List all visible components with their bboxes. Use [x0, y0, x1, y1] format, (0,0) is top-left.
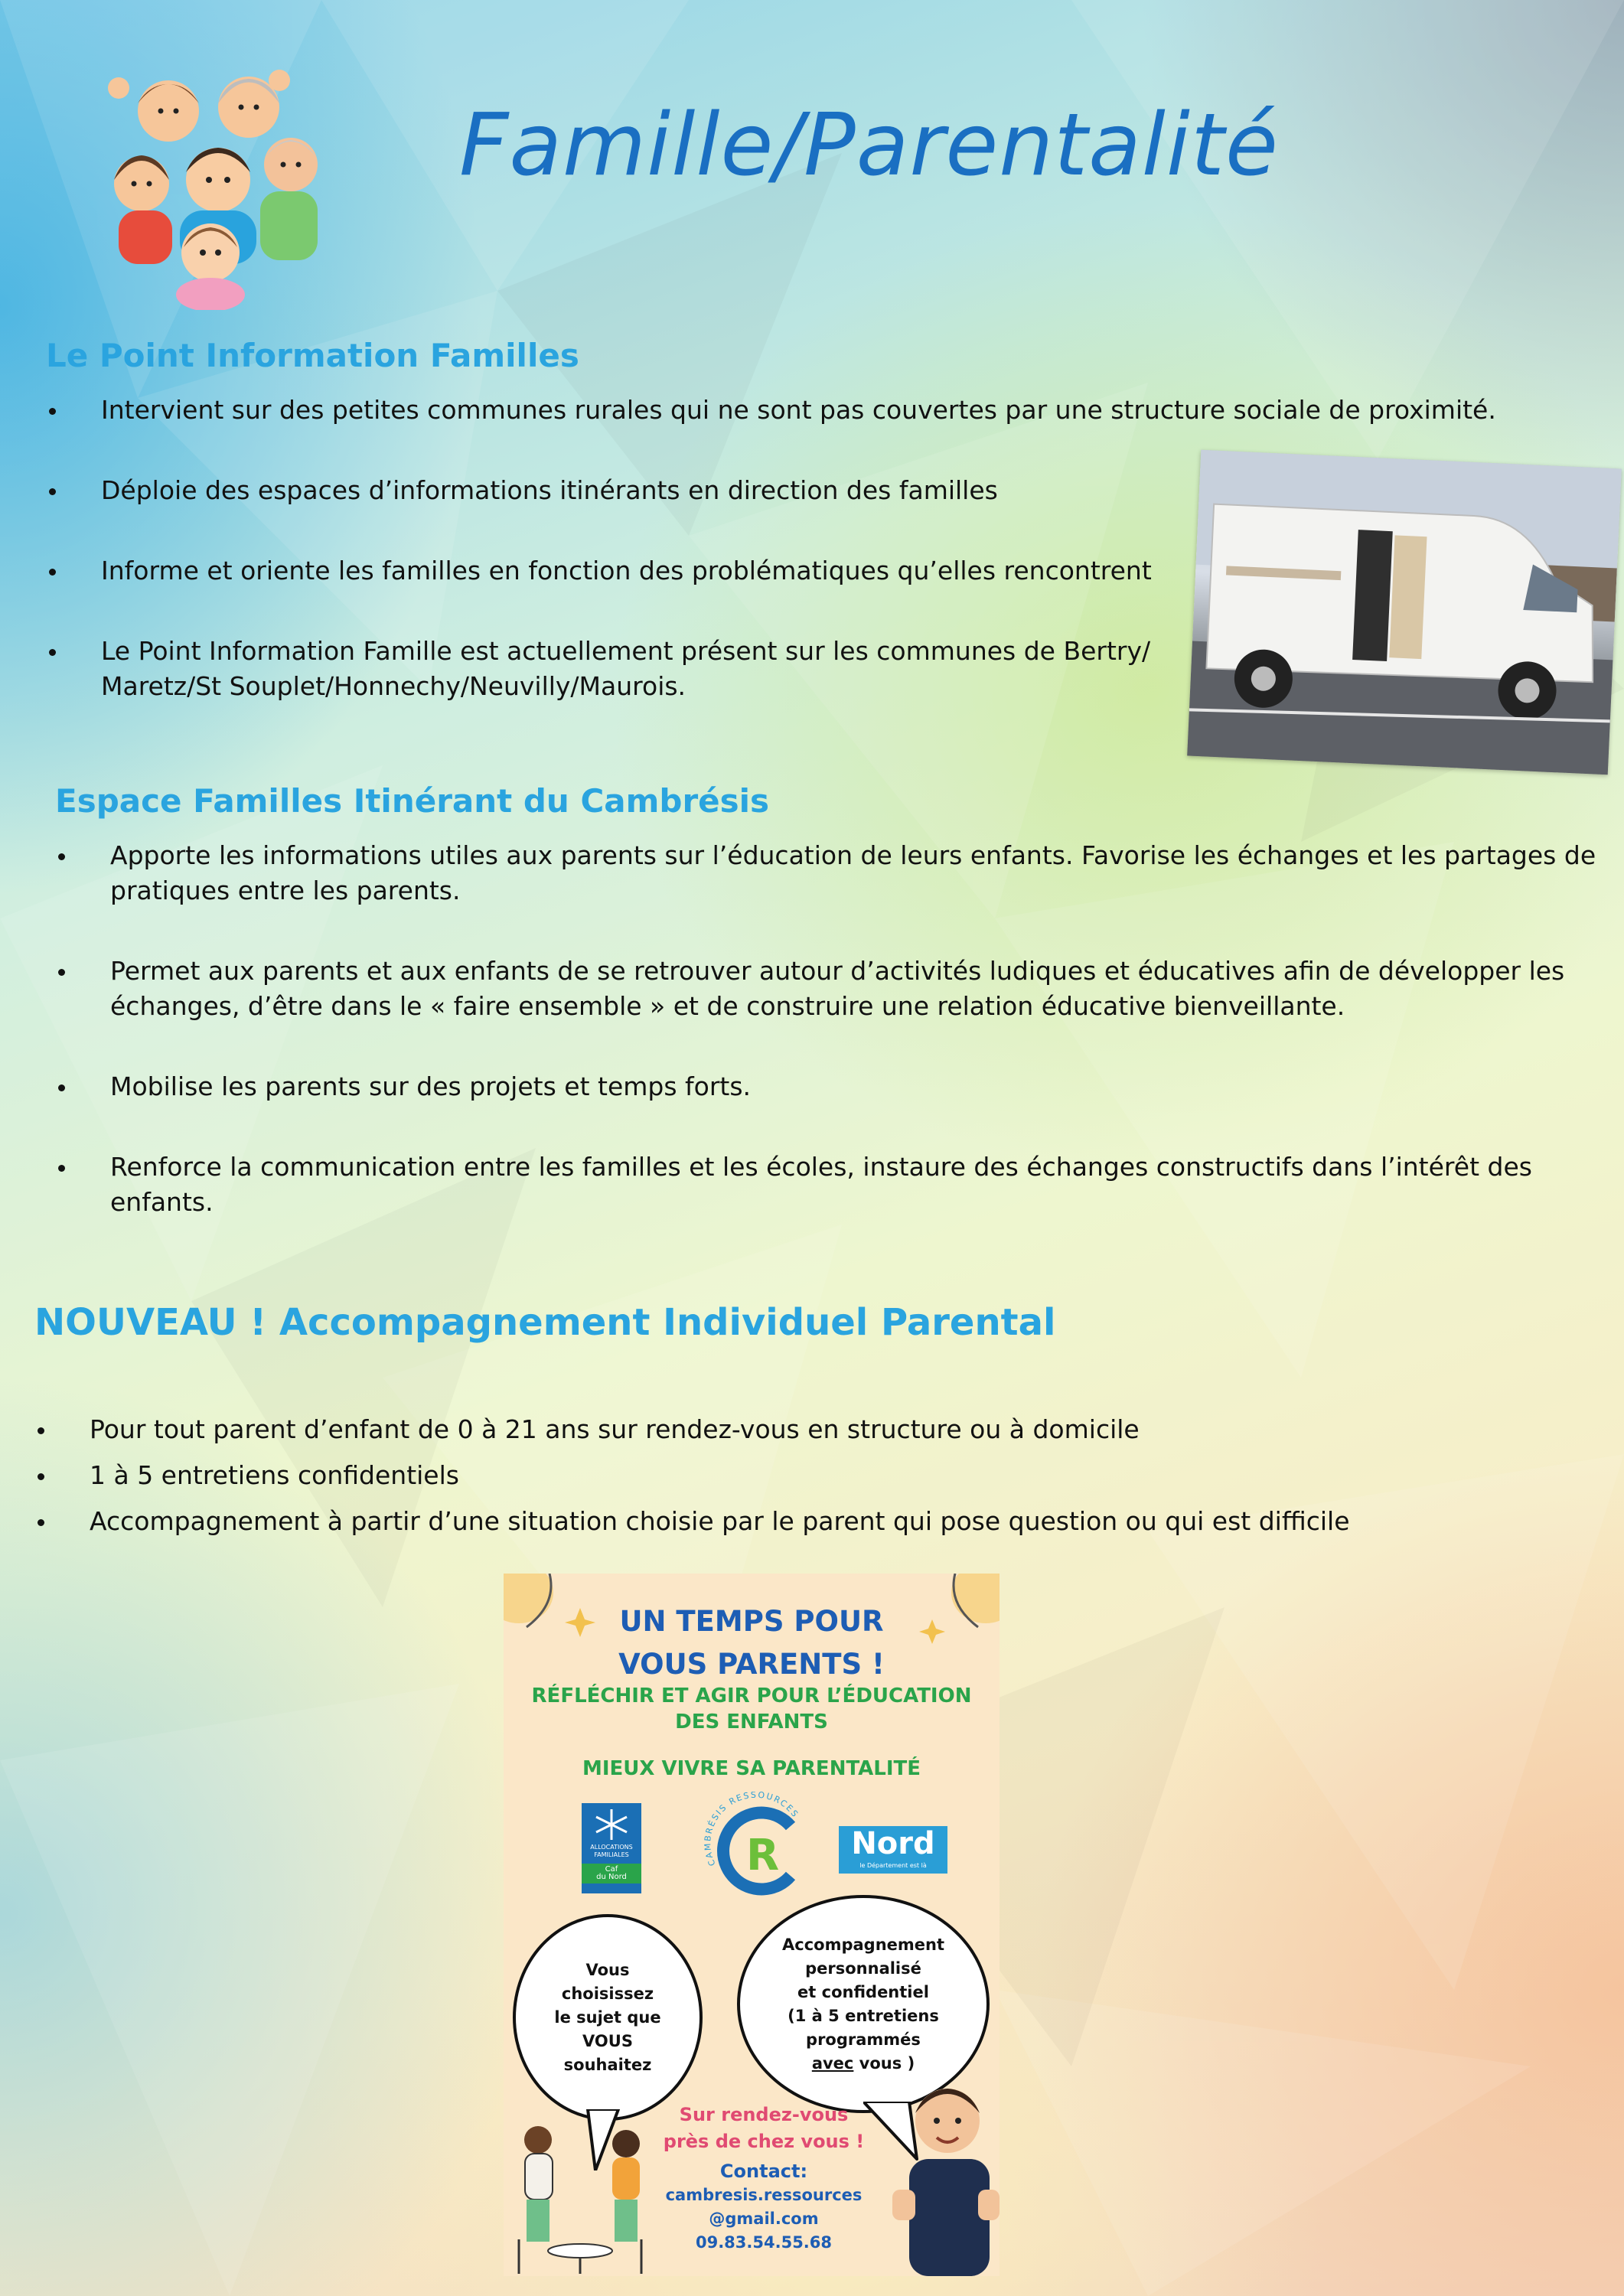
accompagnement-list	[34, 1412, 1534, 1539]
list-item	[55, 954, 1616, 1024]
section-title-nouveau: NOUVEAU ! Accompagnement Individuel Parental	[34, 1301, 1056, 1344]
list-item-text: Déploie des espaces d’informations itinérants en direction des familles	[101, 475, 998, 505]
list-item-text: Apporte les informations utiles aux parents sur l’éducation de leurs enfants. Favorise les échanges et les partages de	[110, 840, 1596, 870]
page-title: Famille/Parentalité	[459, 96, 1279, 195]
list-item-text: enfants.	[110, 1187, 214, 1217]
list-item	[34, 1412, 1534, 1447]
nord-logo-text: Nord	[851, 1826, 935, 1861]
contact-phone: 09.83.54.55.68	[695, 2233, 833, 2252]
cambresis-arc-text: CAMBRÉSIS RESSOURCES	[703, 1792, 801, 1868]
list-item-text: pratiques entre les parents.	[110, 876, 461, 905]
list-item	[34, 1504, 1534, 1539]
contact-email: cambresis.ressources	[665, 2186, 863, 2204]
camper-van-photo	[1187, 450, 1622, 775]
list-item-text: Intervient sur des petites communes rurales qui ne sont pas couvertes par une structure sociale de proximité.	[101, 395, 1496, 425]
caf-logo-text: du Nord	[596, 1873, 627, 1881]
list-item-text: Accompagnement à partir d’une situation choisie par le parent qui pose question ou qui est difficile	[90, 1506, 1350, 1536]
cambresis-ressources-logo	[699, 1792, 814, 1906]
list-item-text: Maretz/St Souplet/Honnechy/Neuvilly/Maurois.	[101, 671, 686, 701]
caf-logo	[582, 1803, 641, 1893]
nord-logo-tagline: le Département est là	[859, 1862, 927, 1869]
bubble-right-text-part: Accompagnement personnalisé et confidentiel (1 à 5 entretiens programmés	[782, 1935, 944, 2049]
flyer-appointment: Sur rendez-vous près de chez vous !	[663, 2104, 865, 2152]
speech-bubble-left	[513, 1914, 703, 2121]
seated-people-icon	[504, 2117, 657, 2276]
list-item-text: Pour tout parent d’enfant de 0 à 21 ans sur rendez-vous en structure ou à domicile	[90, 1414, 1140, 1444]
bubble-left-text: Vous choisissez le sujet que VOUS souhaitez	[554, 1960, 661, 2074]
flyer-title-line: UN TEMPS POUR	[619, 1605, 884, 1638]
list-item-text: Informe et oriente les familles en fonction des problématiques qu’elles rencontrent	[101, 556, 1152, 585]
section-title-espace-familles: Espace Familles Itinérant du Cambrésis	[55, 782, 770, 820]
flyer-subtitle-line: DES ENFANTS	[675, 1711, 828, 1733]
family-group-icon	[96, 57, 325, 310]
parent-support-flyer	[504, 1574, 1000, 2276]
flyer-subtitle	[527, 1683, 977, 1735]
flyer-subtitle-parentalite: MIEUX VIVRE SA PARENTALITÉ	[582, 1757, 921, 1780]
list-item	[55, 1150, 1616, 1220]
snowflake-icon	[592, 1808, 631, 1841]
list-item-text: Mobilise les parents sur des projets et temps forts.	[110, 1071, 752, 1101]
bubble-right-text-part: vous )	[853, 2053, 915, 2073]
list-item	[46, 393, 1546, 428]
list-item	[34, 1458, 1534, 1493]
list-item	[55, 838, 1616, 908]
cambresis-ressources-icon	[699, 1792, 814, 1906]
list-item-text: Renforce la communication entre les familles et les écoles, instaure des échanges constructifs dans l’intérêt des	[110, 1152, 1532, 1182]
caf-logo-text: ALLOCATIONS	[590, 1844, 633, 1851]
flyer-title	[504, 1600, 1000, 1686]
bubble-right-text	[782, 1933, 944, 2076]
list-item	[55, 1069, 1616, 1104]
flyer-subtitle-line: RÉFLÉCHIR ET AGIR POUR L’ÉDUCATION	[531, 1684, 972, 1707]
nord-logo	[839, 1826, 947, 1874]
contact-label: Contact:	[719, 2161, 808, 2182]
flyer-title-line: VOUS PARENTS !	[618, 1648, 885, 1681]
camper-van-icon	[1187, 450, 1622, 775]
flyer-contact	[649, 2160, 879, 2255]
list-item-text: échanges, d’être dans le « faire ensemble » et de construire une relation éducative bienveillante.	[110, 991, 1345, 1021]
bubble-right-text-underlined: avec	[811, 2053, 854, 2073]
list-item-text: Le Point Information Famille est actuellement présent sur les communes de Bertry/	[101, 636, 1151, 666]
espace-familles-list	[55, 838, 1616, 1220]
caf-logo-text: FAMILIALES	[594, 1851, 629, 1858]
contact-email: @gmail.com	[709, 2210, 819, 2228]
cambresis-letter: R	[746, 1831, 780, 1880]
list-item-text: Permet aux parents et aux enfants de se retrouver autour d’activités ludiques et éducatives afin de développer les	[110, 956, 1565, 986]
section-title-point-information: Le Point Information Familles	[46, 337, 579, 374]
caf-logo-text: Caf	[605, 1865, 618, 1874]
list-item-text: 1 à 5 entretiens confidentiels	[90, 1460, 459, 1490]
thumbs-up-person-icon	[886, 2075, 1000, 2276]
